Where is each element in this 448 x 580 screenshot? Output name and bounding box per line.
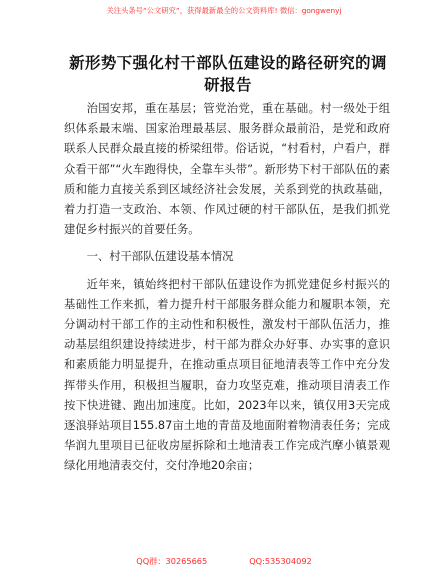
section-heading: 一、村干部队伍建设基本情况 — [86, 250, 234, 264]
promo-banner: 关注头条号“公文研究”，获得最新最全的公文资料库! 微信：gongwenyj — [106, 6, 342, 15]
contact-footer — [0, 556, 448, 566]
qq-number-text: QQ:535304092 — [249, 556, 312, 566]
document-body — [64, 99, 390, 477]
qq-group-text: QQ群：30265665 — [136, 556, 208, 566]
document-title: 新形势下强化村干部队伍建设的路径研究的调研报告 — [69, 54, 387, 94]
intro-paragraph: 治国安邦，重在基层；管党治党，重在基础。村一级处于组织体系最末端、国家治理最基层、服务群众最前沿，是党和政府联系人民群众最直接的桥梁纽带。俗话说，“村看村，户看户，群众看干部”“火车跑得快，全靠车头带”。新形势下村干部队伍的素质和能力直接关系到区域经济社会发展，关系到党的执政基础，着力打造一支政治、本领、作风过硬的村干部队伍，是我们抓党建促乡村振兴的首要任务。 — [64, 102, 390, 237]
section-paragraph: 近年来，镇始终把村干部队伍建设作为抓党建促乡村振兴的基础性工作来抓，着力提升村干部服务群众能力和履职本领，充分调动村干部工作的主动性和积极性，激发村干部队伍活力，推动基层组织建设持续进步，村干部为群众办好事、办实事的意识和素质能力明显提升，在推动重点项目征地清表等工作中充分发挥带头作用，积极担当履职，奋力攻坚克难，推动项目清表工作按下快进键、跑出加速度。比如，2023年以来，镇仅用3天完成逐浪驿站项目155.87亩土地的青苗及地面附着物清表任务；完成华润九里项目已征收房屋拆除和土地清表工作完成汽摩小镇景观绿化用地清表交付，交付净地20余亩； — [64, 277, 390, 473]
